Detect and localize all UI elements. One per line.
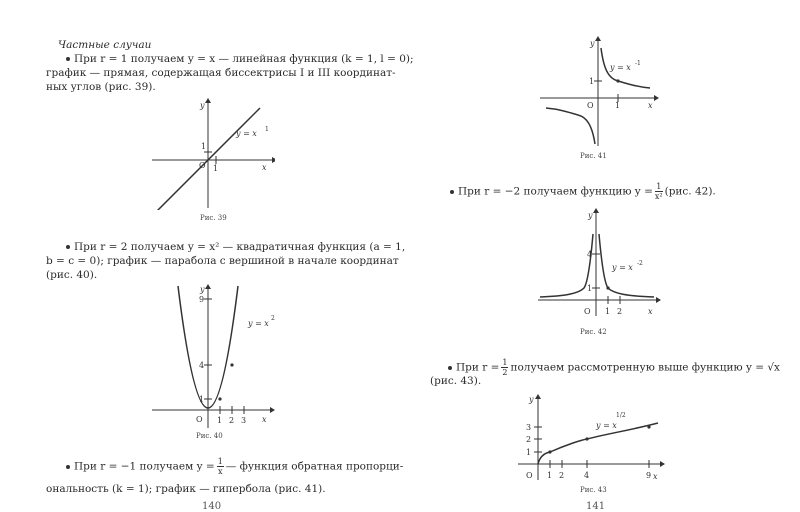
origin-label: O: [199, 161, 206, 170]
y-tick-label: 4: [587, 250, 593, 259]
figure-40-parabola-graph: [150, 282, 275, 430]
bullet-icon: [66, 245, 70, 249]
paragraph-r1-line2: график — прямая, содержащая биссектрисы I и III координат-: [46, 67, 396, 79]
x-tick-label: 1: [213, 164, 219, 173]
fraction-1-over-2: $\frac{1}{2}$: [502, 358, 508, 377]
y-axis-label: y: [200, 285, 205, 294]
curve-label: y = x: [236, 129, 257, 138]
y-axis-label: y: [200, 101, 205, 110]
x-tick-label: 1: [547, 471, 553, 480]
section-title: Частные случаи: [58, 39, 152, 51]
figure-40-caption: Рис. 40: [196, 432, 223, 440]
x-axis-label: x: [648, 307, 653, 316]
x-tick-label: 3: [241, 416, 247, 425]
point-1-1: [218, 397, 221, 400]
figure-41-caption: Рис. 41: [580, 152, 607, 160]
y-tick-label: 1: [199, 395, 205, 404]
curve-label: y = x: [610, 63, 631, 72]
point-1-1: [616, 79, 619, 82]
y-tick-label: 1: [526, 448, 532, 457]
curve-label-exponent: -1: [635, 60, 641, 67]
paragraph-r2-line2: b = c = 0); график — парабола с вершиной в начале координат: [46, 255, 399, 267]
y-tick-label: 1: [201, 142, 207, 151]
figure-43-caption: Рис. 43: [580, 486, 607, 494]
hyperbola-branch-left: [546, 108, 595, 144]
x-tick-label: 1: [217, 416, 223, 425]
paragraph-r1-line3: ных углов (рис. 39).: [46, 81, 156, 93]
curve-label: y = x: [248, 319, 269, 328]
x-axis-arrow: [656, 297, 661, 303]
y-axis-arrow: [535, 394, 541, 399]
figure-43-sqrt-graph: [516, 392, 666, 482]
figure-42-inverse-square-graph: [536, 206, 664, 318]
origin-label: O: [196, 415, 203, 424]
y-axis-arrow: [205, 98, 211, 103]
fraction-1-over-x: $\frac{1}{x}$: [217, 457, 223, 476]
paragraph-r-minus2: При r = −2 получаем функцию y = $\frac{1}{\text{x²}}$ (рис. 42).: [450, 182, 716, 201]
y-axis-label: y: [529, 395, 534, 404]
paragraph-r-half-line2: (рис. 43).: [430, 375, 482, 387]
line-y-eq-x: [154, 108, 260, 210]
y-axis-label: y: [590, 39, 595, 48]
page-number-left: 140: [202, 501, 222, 512]
curve-label-exponent: 2: [271, 315, 275, 322]
curve-label: y = x: [596, 421, 617, 430]
curve-label-exponent: -2: [637, 260, 643, 267]
figure-42-caption: Рис. 42: [580, 328, 607, 336]
x-tick-label: 1: [605, 307, 611, 316]
y-axis-arrow: [593, 208, 599, 213]
curve-branch-left: [540, 234, 593, 297]
x-axis-label: x: [653, 472, 658, 481]
y-tick-label: 9: [199, 295, 205, 304]
page-number-right: 141: [586, 501, 606, 512]
figure-39-linear-graph: [150, 98, 275, 210]
point-1-1: [548, 450, 551, 453]
x-tick-label: 9: [646, 471, 652, 480]
paragraph-r-half-line1: При r = $\frac{1}{2}$ получаем рассмотренную выше функцию y = √x: [448, 358, 780, 377]
curve-label-exponent: 1/2: [616, 412, 626, 419]
paragraph-r2-line1: При r = 2 получаем y = x² — квадратичная функция (a = 1,: [66, 240, 405, 254]
x-axis-arrow: [654, 95, 659, 101]
y-tick-label: 1: [589, 77, 595, 86]
figure-39-caption: Рис. 39: [200, 214, 227, 222]
fraction-1-over-x-squared: $\frac{1}{\text{x²}}$: [654, 182, 663, 201]
curve-label-exponent: 1: [265, 126, 269, 133]
x-axis-arrow: [660, 461, 665, 467]
x-tick-label: 4: [584, 471, 590, 480]
paragraph-r2-line3: (рис. 40).: [46, 269, 98, 281]
bullet-icon: [66, 57, 70, 61]
y-tick-label: 3: [526, 423, 532, 432]
bullet-icon: [448, 366, 452, 370]
origin-label: O: [526, 471, 533, 480]
x-axis-arrow: [272, 157, 275, 163]
point-1-1: [606, 286, 609, 289]
x-tick-label: 2: [229, 416, 235, 425]
point-2-4: [230, 363, 233, 366]
y-axis-arrow: [205, 284, 211, 289]
y-axis-label: y: [588, 211, 593, 220]
y-tick-label: 2: [526, 435, 532, 444]
point-9-3: [647, 425, 650, 428]
x-tick-label: 1: [615, 101, 621, 110]
x-axis-arrow: [270, 407, 275, 413]
x-axis-label: x: [262, 163, 267, 172]
x-axis-label: x: [648, 101, 653, 110]
x-tick-label: 2: [617, 307, 623, 316]
x-axis-label: x: [262, 415, 267, 424]
paragraph-r-minus1-line2: ональность (k = 1); график — гипербола (рис. 41).: [46, 483, 326, 495]
figure-41-hyperbola-graph: [538, 34, 660, 148]
bullet-icon: [450, 190, 454, 194]
point-4-2: [585, 437, 588, 440]
curve-label: y = x: [612, 263, 633, 272]
paragraph-r-minus1-line1: При r = −1 получаем y = $\frac{1}{x}$ — функция обратная пропорци-: [66, 457, 403, 476]
origin-label: O: [584, 307, 591, 316]
y-tick-label: 4: [199, 361, 205, 370]
y-tick-label: 1: [587, 284, 593, 293]
bullet-icon: [66, 465, 70, 469]
origin-label: O: [587, 101, 594, 110]
y-axis-arrow: [595, 36, 601, 41]
paragraph-r1-line1: При r = 1 получаем y = x — линейная функция (k = 1, l = 0);: [66, 52, 414, 66]
x-tick-label: 2: [559, 471, 565, 480]
